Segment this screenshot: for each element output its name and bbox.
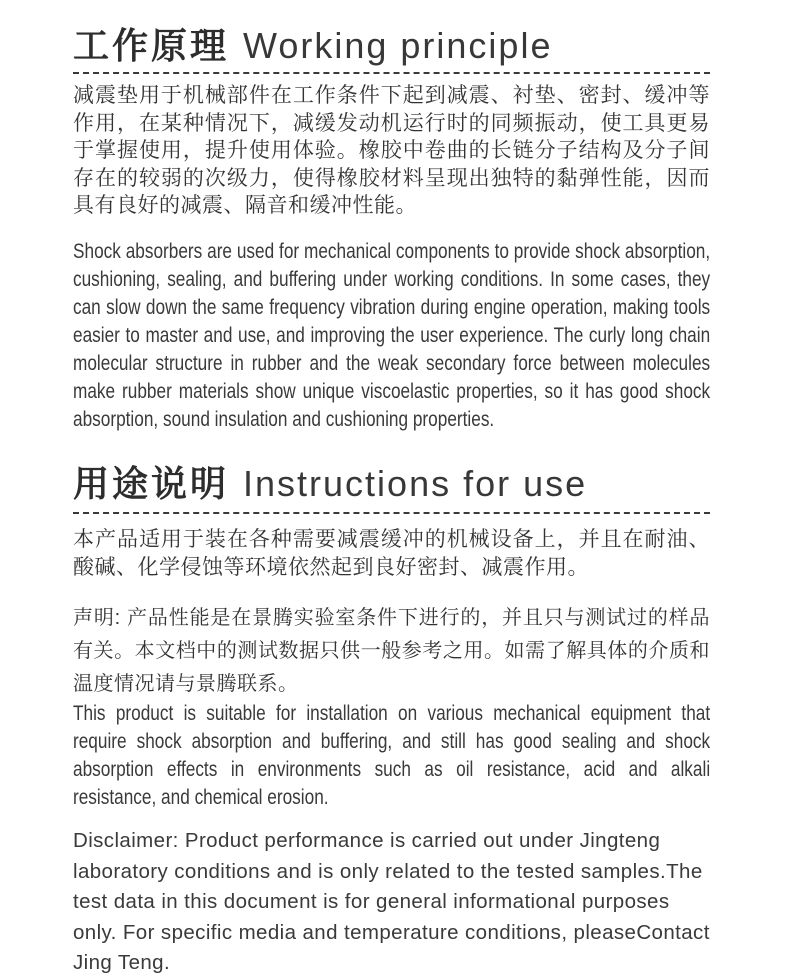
dashed-divider (73, 72, 710, 74)
section-title-zh: 工作原理 (73, 25, 230, 66)
section-title-en: Instructions for use (231, 463, 588, 504)
disclaimer-zh: 声明: 产品性能是在景腾实验室条件下进行的，并且只与测试过的样品有关。本文档中的测试数据只供一般参考之用。如需了解具体的介质和温度情况请与景腾联系。 (73, 607, 710, 695)
instructions-body-zh: 本产品适用于装在各种需要减震缓冲的机械设备上，并且在耐油、酸碱、化学侵蚀等环境依然起到良好密封、减震作用。 (73, 528, 710, 579)
disclaimer-en: Disclaimer: Product performance is carried out under Jingteng laboratory conditions and is only related to the tested samples.The test data in this document is for general informational purposes only. For specific media and temperature conditions, pleaseContact Jing Teng. (73, 829, 710, 974)
section-title-en: Working principle (231, 25, 553, 66)
section-title-zh: 用途说明 (73, 463, 230, 504)
dashed-divider (73, 512, 710, 514)
section-title-instructions-for-use (73, 462, 773, 506)
instructions-body-en: This product is suitable for installation on various mechanical equipment that require shock absorption and buffering, and still has good sealing and shock absorption effects in environments such as oil resistance, acid and alkali resistance, and chemical erosion. (73, 702, 711, 809)
working-principle-body-en: Shock absorbers are used for mechanical components to provide shock absorption, cushioning, sealing, and buffering under working conditions. In some cases, they can slow down the same frequency vibration during engine operation, making tools easier to master and use, and improving the user experience. The curly long chain molecular structure in rubber and the weak secondary force between molecules make rubber materials show unique viscoelastic properties, so it has good shock absorption, sound insulation and cushioning properties. (73, 240, 711, 431)
working-principle-body-zh: 减震垫用于机械部件在工作条件下起到减震、衬垫、密封、缓冲等作用，在某种情况下，减缓发动机运行时的同频振动，使工具更易于掌握使用，提升使用体验。橡胶中卷曲的长链分子结构及分子间存在的较弱的次级力，使得橡胶材料呈现出独特的黏弹性能，因而具有良好的减震、隔音和缓冲性能。 (73, 84, 710, 217)
section-title-working-principle (73, 24, 773, 68)
